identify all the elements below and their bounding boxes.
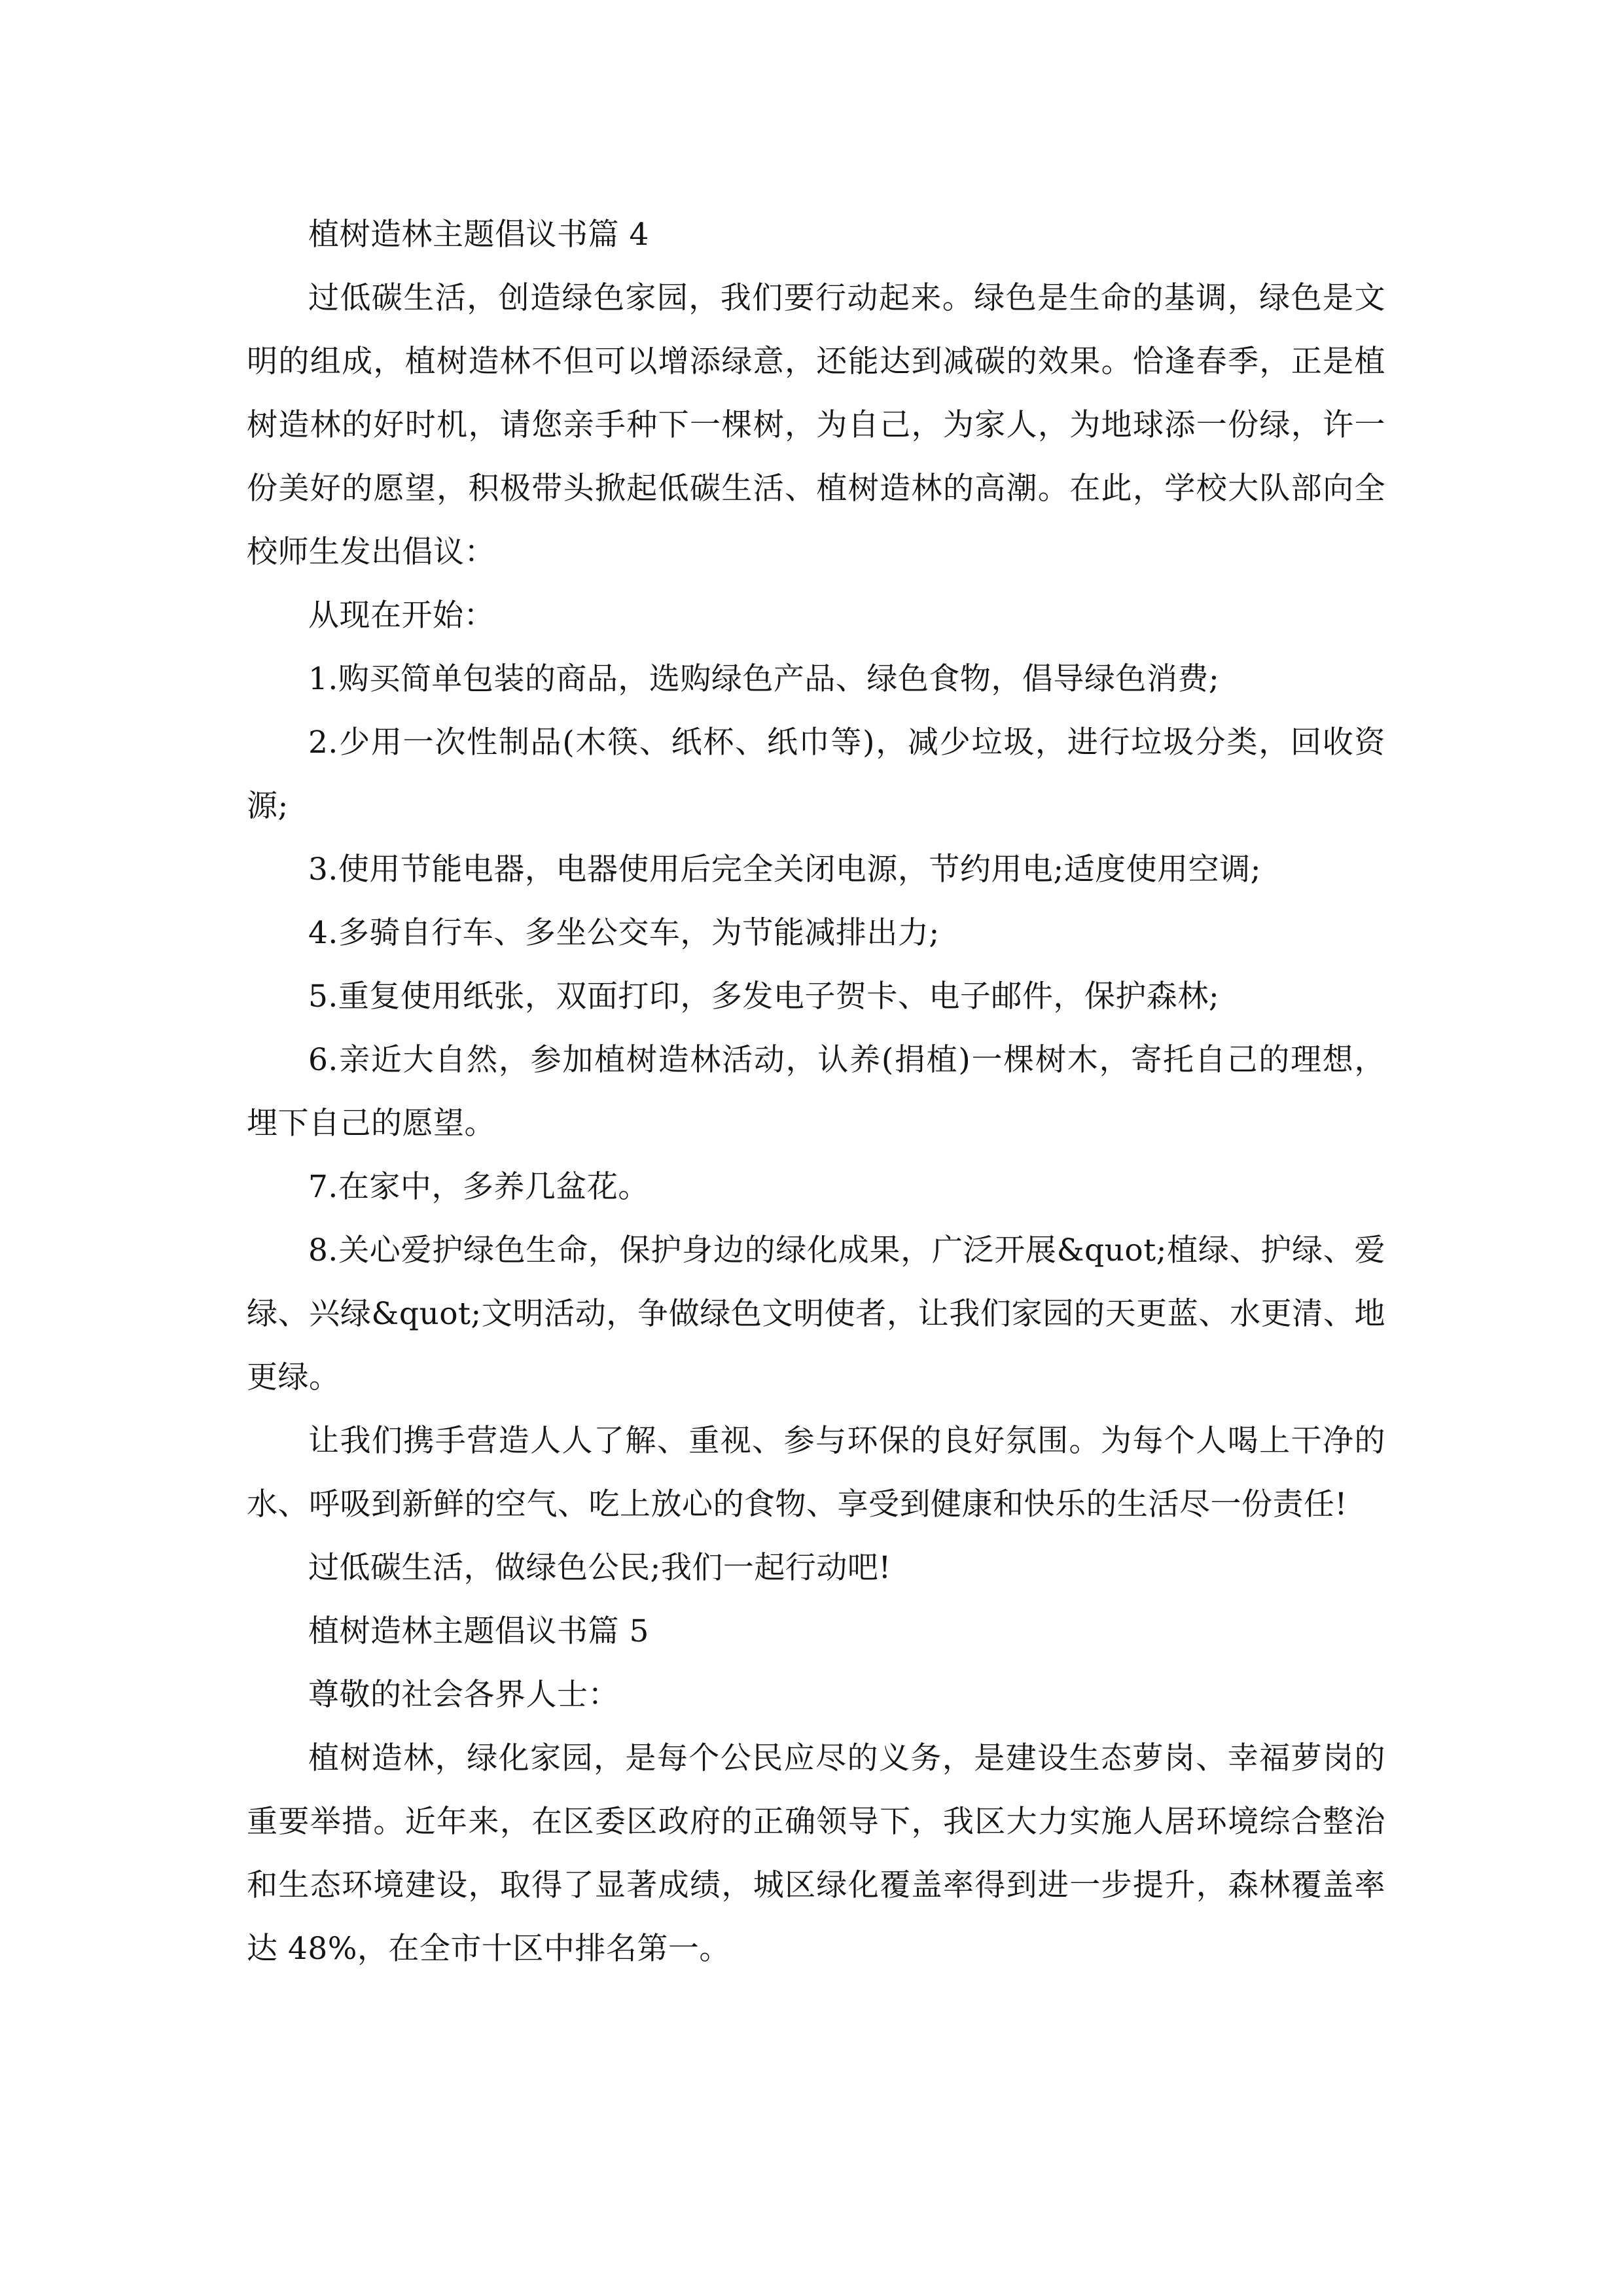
paragraph-salutation: 尊敬的社会各界人士： xyxy=(308,1677,619,1713)
section-heading-5: 植树造林主题倡议书篇 5 xyxy=(308,1613,649,1649)
list-item-2: 2.少用一次性制品(木筷、纸杯、纸巾等)，减少垃圾，进行垃圾分类，回收资源; xyxy=(247,725,1385,824)
list-item-1: 1.购买简单包装的商品，选购绿色产品、绿色食物，倡导绿色消费; xyxy=(308,661,1220,697)
list-item-6: 6.亲近大自然，参加植树造林活动，认养(捐植)一棵树木，寄托自己的理想，埋下自己的愿望。 xyxy=(247,1042,1385,1141)
paragraph-intro: 过低碳生活，创造绿色家园，我们要行动起来。绿色是生命的基调，绿色是文明的组成，植树造林不但可以增添绿意，还能达到减碳的效果。恰逢春季，正是植树造林的好时机，请您亲手种下一棵树，为自己，为家人，为地球添一份绿，许一份美好的愿望，积极带头掀起低碳生活、植树造林的高潮。在此，学校大队部向全校师生发出倡议： xyxy=(247,280,1385,570)
paragraph-appeal: 让我们携手营造人人了解、重视、参与环保的良好氛围。为每个人喝上干净的水、呼吸到新鲜的空气、吃上放心的食物、享受到健康和快乐的生活尽一份责任! xyxy=(247,1423,1385,1522)
paragraph-closing: 过低碳生活，做绿色公民;我们一起行动吧! xyxy=(308,1550,891,1586)
list-item-4: 4.多骑自行车、多坐公交车，为节能减排出力; xyxy=(308,915,940,951)
list-item-3: 3.使用节能电器，电器使用后完全关闭电源，节约用电;适度使用空调; xyxy=(308,852,1262,888)
document-page xyxy=(247,203,1385,1981)
section-heading-4: 植树造林主题倡议书篇 4 xyxy=(308,217,649,253)
list-item-5: 5.重复使用纸张，双面打印，多发电子贺卡、电子邮件，保护森林; xyxy=(308,978,1220,1014)
paragraph-start: 从现在开始： xyxy=(308,598,495,634)
list-item-7: 7.在家中，多养几盆花。 xyxy=(308,1169,649,1205)
list-item-8: 8.关心爱护绿色生命，保护身边的绿化成果，广泛开展&quot;植绿、护绿、爱绿、兴绿&quot;文明活动，争做绿色文明使者，让我们家园的天更蓝、水更清、地更绿。 xyxy=(247,1232,1385,1395)
paragraph-body-5: 植树造林，绿化家园，是每个公民应尽的义务，是建设生态萝岗、幸福萝岗的重要举措。近年来，在区委区政府的正确领导下，我区大力实施人居环境综合整治和生态环境建设，取得了显著成绩，城区绿化覆盖率得到进一步提升，森林覆盖率达 48%，在全市十区中排名第一。 xyxy=(247,1740,1385,1967)
